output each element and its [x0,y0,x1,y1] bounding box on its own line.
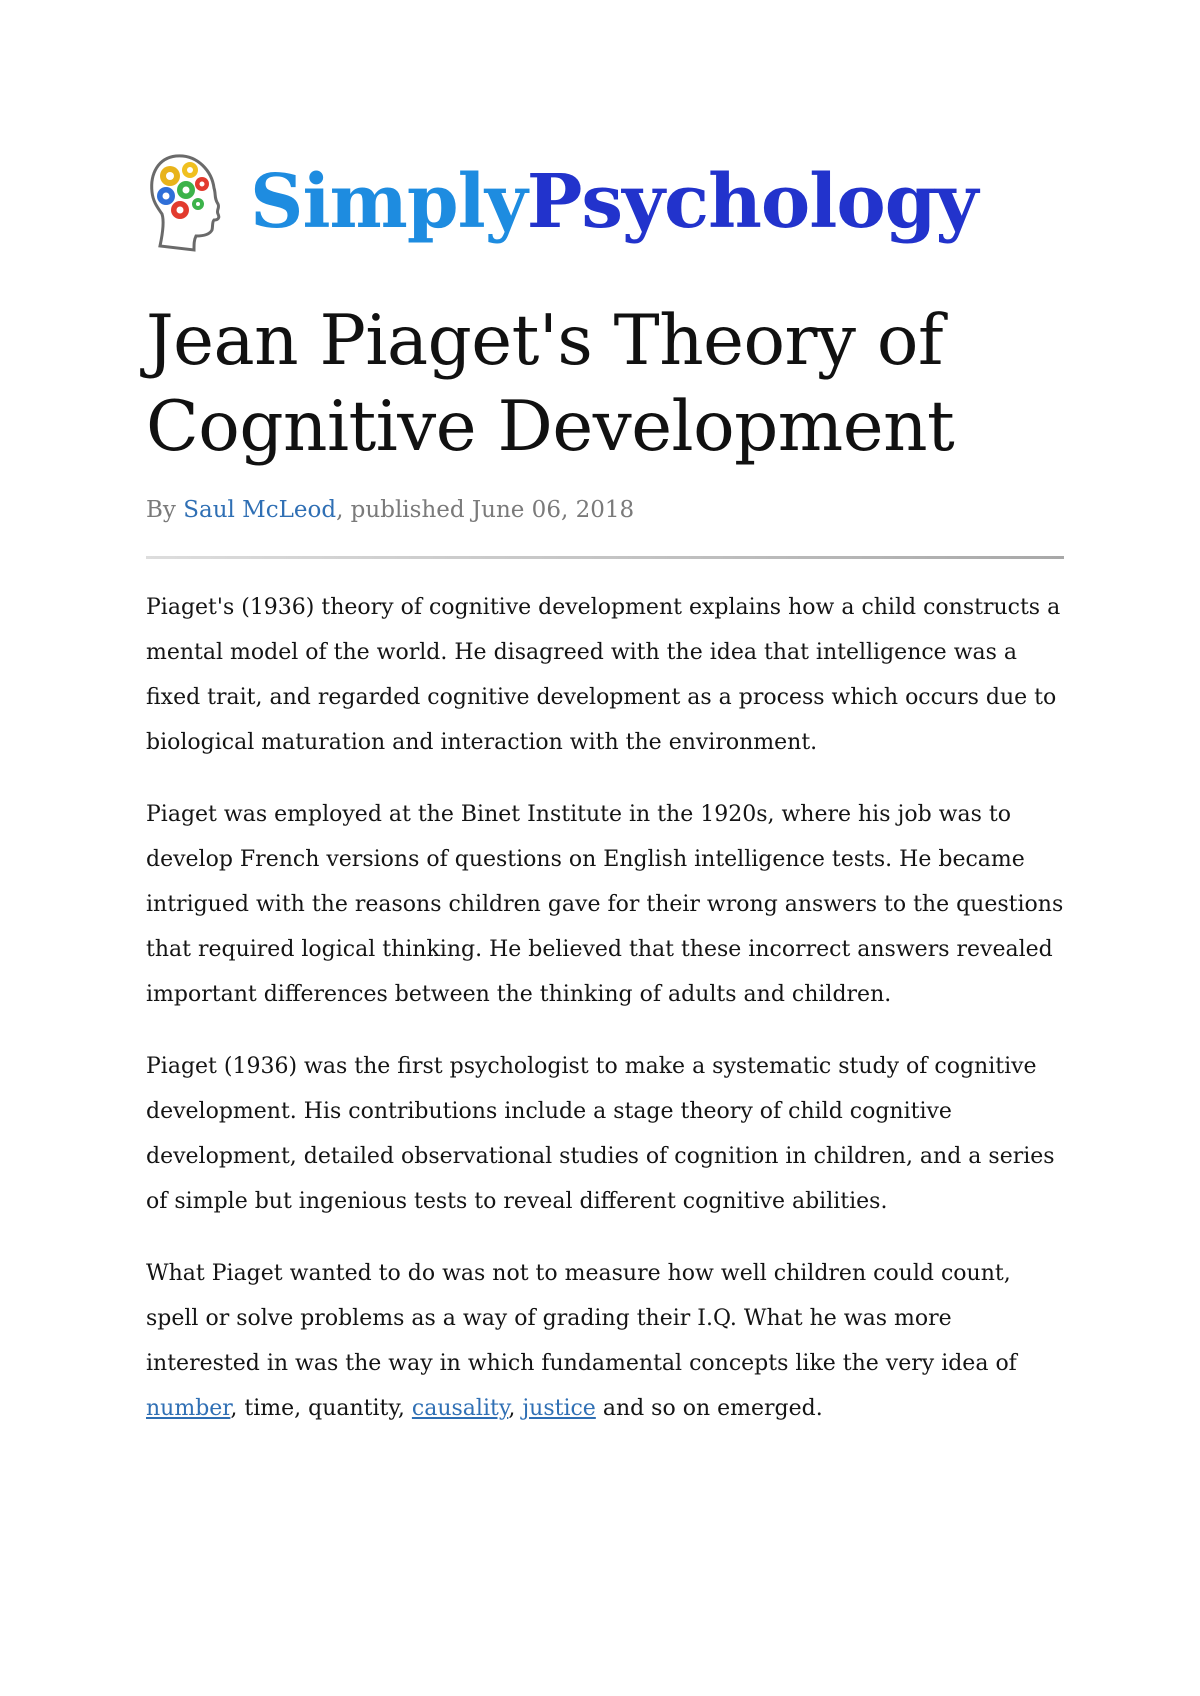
byline-prefix: By [146,497,184,523]
article-body [146,585,1066,1458]
brand-name-psychology: Psychology [526,159,978,245]
byline-published-date: , published June 06, 2018 [336,497,635,523]
paragraph-text: , [508,1396,523,1421]
article-paragraph-with-links [146,1251,1066,1431]
head-with-gears-icon [146,150,234,258]
brand-name-simply: Simply [250,159,527,245]
justice-link[interactable]: justice [522,1396,596,1421]
number-link[interactable]: number [146,1396,231,1421]
article-title: Jean Piaget's Theory of Cognitive Development [146,301,955,467]
author-link[interactable]: Saul McLeod [183,497,337,523]
paragraph-text: , time, quantity, [230,1396,412,1421]
paragraph-text: and so on emerged. [595,1396,823,1421]
header-divider [146,556,1064,559]
article-paragraph: Piaget was employed at the Binet Institute in the 1920s, where his job was to develop French versions of questions on English intelligence tests. He became intrigued with the reasons children gave for their wrong answers to the questions that required logical thinking. He believed that these incorrect answers revealed important differences between the thinking of adults and children. [146,802,1064,1007]
site-logo-wordmark[interactable] [250,159,978,245]
causality-link[interactable]: causality [411,1396,509,1421]
article-paragraph: Piaget's (1936) theory of cognitive development explains how a child constructs a mental model of the world. He disagreed with the idea that intelligence was a fixed trait, and regarded cognitive development as a process which occurs due to biological maturation and interaction with the environment. [146,595,1061,755]
article-byline [146,495,634,525]
paragraph-text: What Piaget wanted to do was not to measure how well children could count, spell or solve problems as a way of grading their I.Q. What he was more interested in was the way in which fundamental concepts like the very idea of [146,1261,1017,1376]
site-header [146,148,1066,268]
article-paragraph: Piaget (1936) was the first psychologist to make a systematic study of cognitive development. His contributions include a stage theory of child cognitive development, detailed observational studies of cognition in children, and a series of simple but ingenious tests to reveal different cognitive abilities. [146,1054,1055,1214]
